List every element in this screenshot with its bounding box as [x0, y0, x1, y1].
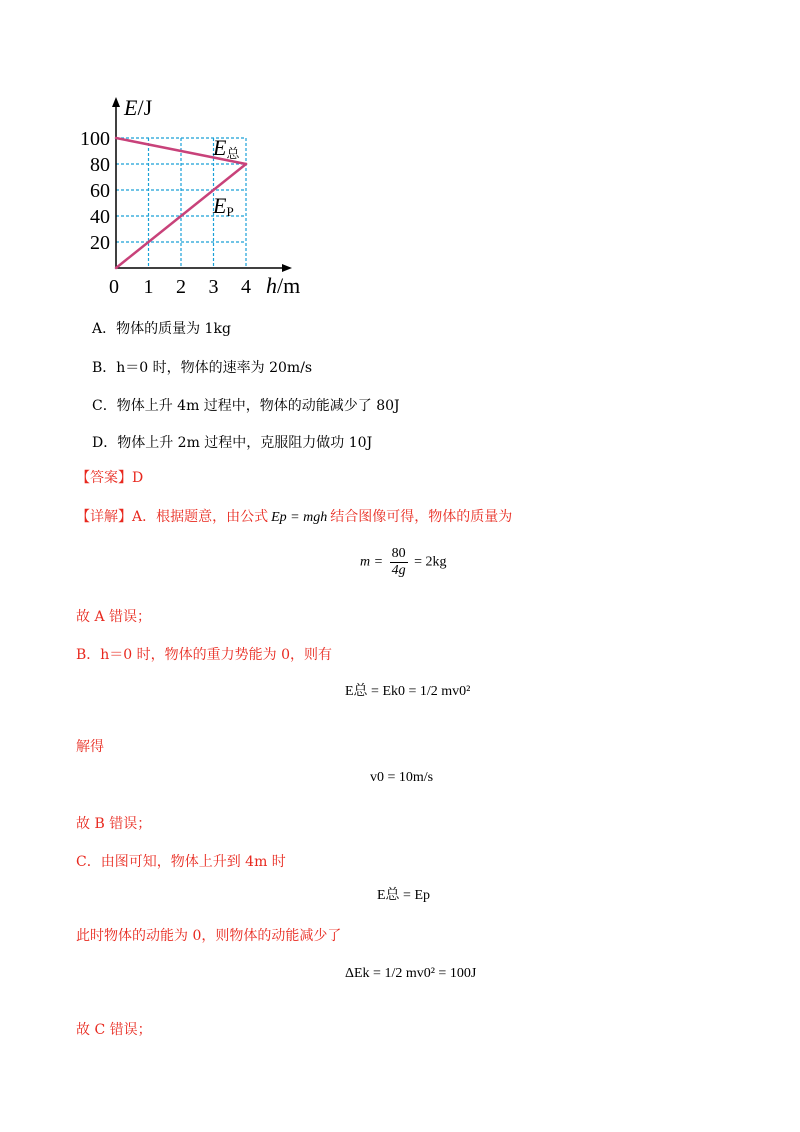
y-axis-label: E/J: [124, 95, 153, 120]
x-tick-label: 1: [143, 276, 154, 298]
origin-label: 0: [109, 276, 119, 298]
option-b: B．h＝0 时，物体的速率为 20m/s: [92, 360, 313, 376]
detail-a-tail: 结合图像可得，物体的质量为: [330, 509, 513, 525]
equation-velocity: v0 = 10m/s: [370, 770, 434, 785]
y-tick-label: 60: [90, 180, 110, 202]
detail-a-intro: A．根据题意，由公式: [132, 509, 269, 525]
x-tick-label: 3: [208, 276, 219, 298]
detail-b-intro: B．h＝0 时，物体的重力势能为 0，则有: [76, 647, 333, 663]
equation-kinetic-change: ΔEk = 1/2 mv0² = 100J: [345, 966, 477, 981]
energy-height-chart: [70, 95, 320, 305]
answer-value: D: [132, 470, 144, 486]
detail-label: 【详解】: [76, 509, 132, 525]
y-tick-label: 40: [90, 206, 110, 228]
detail-a-conclusion: 故 A 错误；: [76, 609, 152, 625]
detail-c-mid: 此时物体的动能为 0，则物体的动能减少了: [76, 928, 342, 944]
x-axis-label: h/m: [266, 273, 301, 298]
option-d: D．物体上升 2m 过程中，克服阻力做功 10J: [92, 435, 373, 451]
eq1-fraction: [390, 546, 408, 579]
x-axis-arrow: [282, 264, 292, 272]
option-c: C．物体上升 4m 过程中，物体的动能减少了 80J: [92, 398, 400, 414]
eq1-denominator: 4g: [391, 563, 406, 578]
answer-line: [76, 467, 143, 487]
x-tick-label: 2: [176, 276, 186, 298]
chart-axes: [112, 97, 292, 272]
formula-ep-mgh: Ep = mgh: [271, 510, 328, 525]
detail-c-intro: C．由图可知，物体上升到 4m 时: [76, 854, 286, 870]
eq1-numerator: 80: [391, 546, 406, 561]
equation-energy: E总 = Ek0 = 1/2 mv0²: [345, 684, 471, 699]
eq1-rhs: = 2kg: [414, 554, 447, 570]
y-tick-label: 20: [90, 232, 110, 254]
y-tick-label: 80: [90, 154, 110, 176]
detail-solve: 解得: [76, 739, 104, 755]
detail-c-conclusion: 故 C 错误；: [76, 1022, 152, 1038]
option-a: A．物体的质量为 1kg: [92, 321, 231, 337]
series-label-0: E总: [213, 135, 240, 161]
x-tick-label: 4: [241, 276, 251, 298]
detail-b-conclusion: 故 B 错误；: [76, 816, 152, 832]
y-axis-arrow: [112, 97, 120, 107]
y-tick-label: 100: [80, 128, 110, 150]
answer-label: 【答案】: [76, 470, 132, 486]
eq1-lhs: m =: [360, 554, 384, 570]
series-label-1: EP: [213, 193, 234, 219]
equation-total-equals-potential: E总 = Ep: [377, 888, 430, 903]
equation-mass: [360, 546, 446, 579]
detail-a-line: [76, 506, 512, 526]
